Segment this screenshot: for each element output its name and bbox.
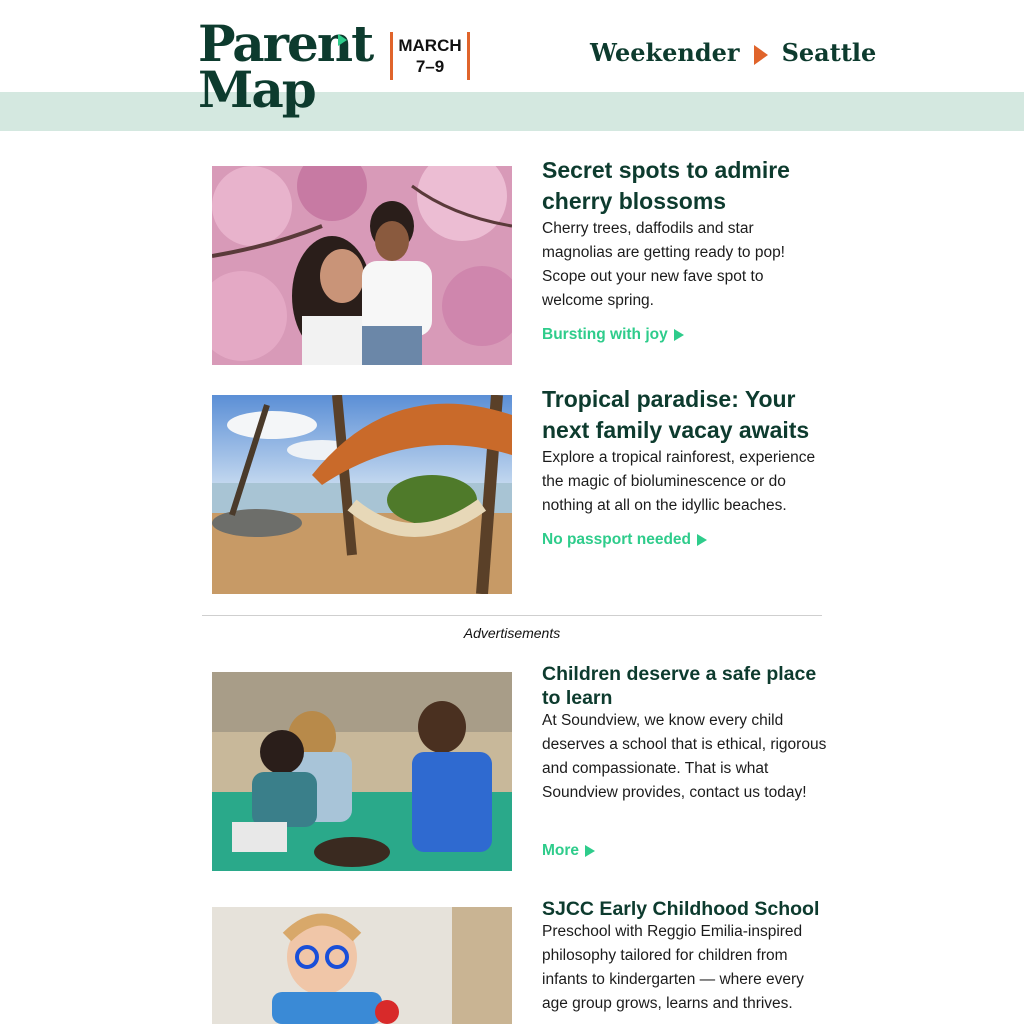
article-title[interactable]: Tropical paradise: Your next family vacay awaits [542, 386, 810, 443]
logo-text-line1: Parent [198, 14, 373, 73]
ad-title[interactable]: Children deserve a safe place to learn [542, 663, 817, 709]
date-month: MARCH [398, 36, 462, 55]
section-divider [202, 615, 822, 616]
logo-play-icon [338, 34, 347, 46]
advertisements-label: Advertisements [463, 625, 561, 641]
edition-name: Weekender [590, 38, 740, 67]
ad-description: Preschool with Reggio Emilia-inspired philosophy tailored for children from infants to kindergarten — where every age group grows, learns and thrives. [542, 923, 804, 1012]
preschool-child-photo[interactable] [212, 907, 512, 1024]
ad-link-label: More [542, 842, 580, 859]
logo-text-line2: Map [198, 60, 315, 119]
edition-arrow-icon [754, 45, 768, 65]
header-band [0, 92, 1024, 131]
article-description: Cherry trees, daffodils and star magnolias are getting ready to pop! Scope out your new fave spot to welcome spring. [542, 220, 785, 309]
ad-link[interactable] [542, 842, 595, 860]
article-link-label: No passport needed [542, 531, 691, 548]
article-title[interactable]: Secret spots to admire cherry blossoms [542, 157, 790, 214]
date-badge [390, 32, 470, 80]
article-link-label: Bursting with joy [542, 326, 668, 343]
ad-title[interactable]: SJCC Early Childhood School [542, 898, 820, 920]
article-link[interactable] [542, 326, 684, 344]
play-arrow-icon [697, 534, 707, 546]
classroom-children-photo[interactable] [212, 672, 512, 871]
play-arrow-icon [674, 329, 684, 341]
ad-description: At Soundview, we know every child deserves a school that is ethical, rigorous and compassionate. That is what Soundview provides, contact us today! [542, 712, 827, 801]
date-range: 7–9 [415, 57, 445, 76]
edition-city: Seattle [781, 38, 877, 67]
edition-title [590, 38, 876, 67]
play-arrow-icon [585, 845, 595, 857]
cherry-blossom-photo[interactable] [212, 166, 512, 365]
parentmap-logo[interactable] [198, 14, 373, 120]
article-description: Explore a tropical rainforest, experience the magic of bioluminescence or do nothing at all on the idyllic beaches. [542, 449, 816, 514]
article-link[interactable] [542, 531, 707, 549]
tropical-beach-photo[interactable] [212, 395, 512, 594]
